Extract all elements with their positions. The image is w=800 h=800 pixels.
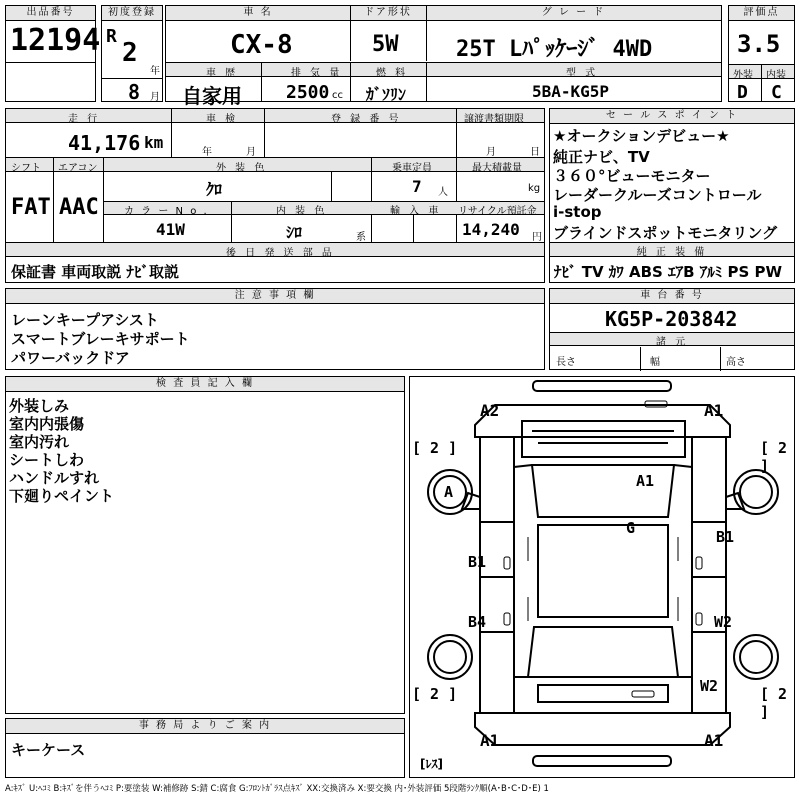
ac-label: エアコン [58, 163, 98, 174]
interior-color: ｼﾛ [286, 223, 303, 242]
note-line-3: パワーバックドア [11, 349, 130, 367]
mark-roof: A1 [636, 472, 655, 490]
details-box [5, 108, 545, 283]
int-grade: C [771, 82, 782, 103]
recycle-deposit: 14,240 [462, 220, 520, 239]
chassis-label: 車 台 番 号 [550, 289, 794, 304]
equip-label: 純 正 装 備 [550, 242, 794, 257]
first-registration-box [101, 5, 163, 102]
lot-label: 出品番号 [6, 6, 95, 21]
intcolor-unit: 系 [356, 232, 366, 243]
sales-label: セ ー ル ス ポ イ ン ト [550, 109, 794, 124]
mark-wheel-rr: [ 2 ] [760, 685, 788, 721]
damage-diagram [409, 376, 795, 778]
reg-month: 8 [128, 80, 141, 104]
intcolor-label: 内 装 色 [276, 206, 328, 217]
regno-label: 登 録 番 号 [331, 114, 402, 125]
office-box [5, 718, 405, 778]
width-label: 幅 [650, 357, 660, 368]
load-label: 最大積載量 [472, 163, 522, 174]
reg-year: 2 [122, 38, 138, 68]
inspector-label: 検 査 員 記 入 欄 [6, 377, 404, 392]
inspector-line-6: 下廻りペイント [9, 487, 115, 505]
ext-label: 外装 [733, 70, 753, 81]
notes-label: 注 意 事 項 欄 [6, 289, 544, 304]
history: 自家用 [182, 84, 242, 108]
mark-front-left: A2 [480, 401, 500, 420]
seats-unit: 人 [438, 187, 448, 198]
grade: 25T Lﾊﾟｯｹｰｼﾞ 4WD [456, 37, 653, 62]
mark-left-rear-door: B4 [468, 613, 487, 631]
car-name: CX-8 [230, 30, 293, 60]
mark-front-left-fender: A [444, 483, 454, 501]
year-unit: 年 [150, 66, 160, 77]
equipment: ﾅﾋﾞ TV ｶﾜ ABS ｴｱB ｱﾙﾐ PS PW [554, 263, 783, 281]
chassis-number: KG5P-203842 [605, 307, 738, 331]
sales-line-3: ３６０°ビューモニター [553, 167, 711, 185]
exterior-color: ｸﾛ [206, 180, 223, 199]
note-line-1: レーンキープアシスト [11, 311, 159, 329]
mark-rear-left: A1 [480, 731, 500, 750]
chassis-box [549, 288, 795, 370]
door-label: ドア形状 [350, 6, 426, 21]
mileage-unit: km [144, 133, 164, 152]
inspect-month-unit: 月 [246, 147, 256, 158]
ac: AAC [59, 195, 99, 220]
seats: 7 [412, 177, 422, 196]
ext-grade: D [737, 82, 748, 103]
mileage-label: 走 行 [68, 114, 101, 125]
score: 3.5 [737, 30, 781, 58]
inspector-line-1: 外装しみ [9, 397, 70, 415]
load-unit: kg [528, 183, 541, 194]
office-label: 事 務 局 よ り ご 案 内 [6, 719, 404, 734]
shift: FAT [11, 195, 51, 220]
mark-glass: G [626, 519, 636, 537]
car-outline [410, 377, 796, 779]
name-label: 車 名 [166, 6, 350, 21]
later-parts-label: 後 日 発 送 部 品 [226, 248, 335, 259]
transfer-month-unit: 月 [486, 147, 496, 158]
sales-line-2: 純正ナビ、TV [553, 148, 650, 166]
import-label: 輸 入 車 [390, 206, 442, 217]
score-box [728, 5, 795, 102]
fuel-label: 燃 料 [376, 68, 409, 79]
inspector-line-5: ハンドルすれ [9, 469, 100, 487]
inspect-year-unit: 年 [202, 147, 212, 158]
era: R [106, 26, 117, 47]
history-label: 車 歴 [206, 68, 239, 79]
inspector-line-3: 室内汚れ [9, 433, 70, 451]
mark-wheel-fr: [ 2 ] [760, 439, 788, 475]
door-type: 5W [372, 32, 399, 57]
mark-wheel-fl: [ 2 ] [412, 439, 458, 457]
mark-wheel-rl: [ 2 ] [412, 685, 458, 703]
sales-line-1: ★オークションデビュー★ [553, 127, 730, 145]
transfer-day-unit: 日 [530, 147, 540, 158]
mark-right-rear-door: W2 [714, 613, 733, 631]
grade-label: グ レ ー ド [426, 6, 721, 21]
disp-label: 排 気 量 [291, 68, 343, 79]
shift-label: シフト [11, 163, 41, 174]
note-line-2: スマートブレーキサポート [11, 330, 190, 348]
notes-box [5, 288, 545, 370]
first-reg-label: 初度登録 [102, 6, 162, 21]
sales-line-6: ブラインドスポットモニタリング [553, 224, 778, 242]
mileage: 41,176 [68, 131, 141, 155]
vehicle-info-box [165, 5, 722, 108]
model-label: 型 式 [566, 68, 599, 79]
mark-left-front-door: B1 [468, 553, 487, 571]
transfer-label: 譲渡書類期限 [464, 114, 524, 125]
recycle-unit: 円 [532, 232, 542, 243]
month-unit: 月 [150, 92, 160, 103]
office-text: キーケース [11, 741, 86, 759]
inspector-box [5, 376, 405, 714]
color-label: 外 装 色 [216, 163, 268, 174]
sales-points-box [549, 108, 795, 283]
spec-label: 諸 元 [550, 332, 794, 346]
lot-number: 12194 [10, 23, 101, 58]
mark-rear-right: A1 [704, 731, 724, 750]
mark-right-front-door: B1 [716, 528, 735, 546]
height-label: 高さ [726, 357, 746, 368]
mark-rear-quarter: W2 [700, 677, 719, 695]
legend: A:ｷｽﾞ U:ﾍｺﾐ B:ｷｽﾞを伴うﾍｺﾐ P:要塗装 W:補修跡 S:錆 C:腐食 G:ﾌﾛﾝﾄｶﾞﾗｽ点ｷｽﾞ XX:交換済み X:要交換 内･外装評価 5段階ﾗﾝｸ順(A･B･C･D･E) 1 [5, 784, 549, 794]
displacement: 2500 [286, 82, 330, 103]
model-code: 5BA-KG5P [532, 82, 610, 101]
recycle-label: リサイクル預託金 [458, 206, 537, 217]
disp-unit: cc [332, 90, 343, 101]
missing-part-mark: [ﾚｽ] [420, 757, 443, 771]
mark-front-right: A1 [704, 401, 724, 420]
inspector-line-2: 室内内張傷 [9, 415, 85, 433]
later-parts: 保証書 車両取説 ﾅﾋﾞ取説 [11, 263, 179, 281]
score-label: 評価点 [729, 6, 794, 21]
seats-label: 乗車定員 [392, 163, 432, 174]
inspector-line-4: シートしわ [9, 451, 85, 469]
color-number: 41W [156, 220, 185, 239]
inspect-label: 車 検 [206, 114, 239, 125]
lot-number-box [5, 5, 101, 102]
fuel: ｶﾞｿﾘﾝ [366, 85, 407, 104]
sales-line-5: i-stop [553, 203, 602, 221]
int-label: 内装 [766, 70, 786, 81]
sales-line-4: レーダークルーズコントロール [553, 186, 762, 204]
length-label: 長さ [556, 357, 576, 368]
colorno-label: カ ラ ー N o . [124, 206, 209, 217]
